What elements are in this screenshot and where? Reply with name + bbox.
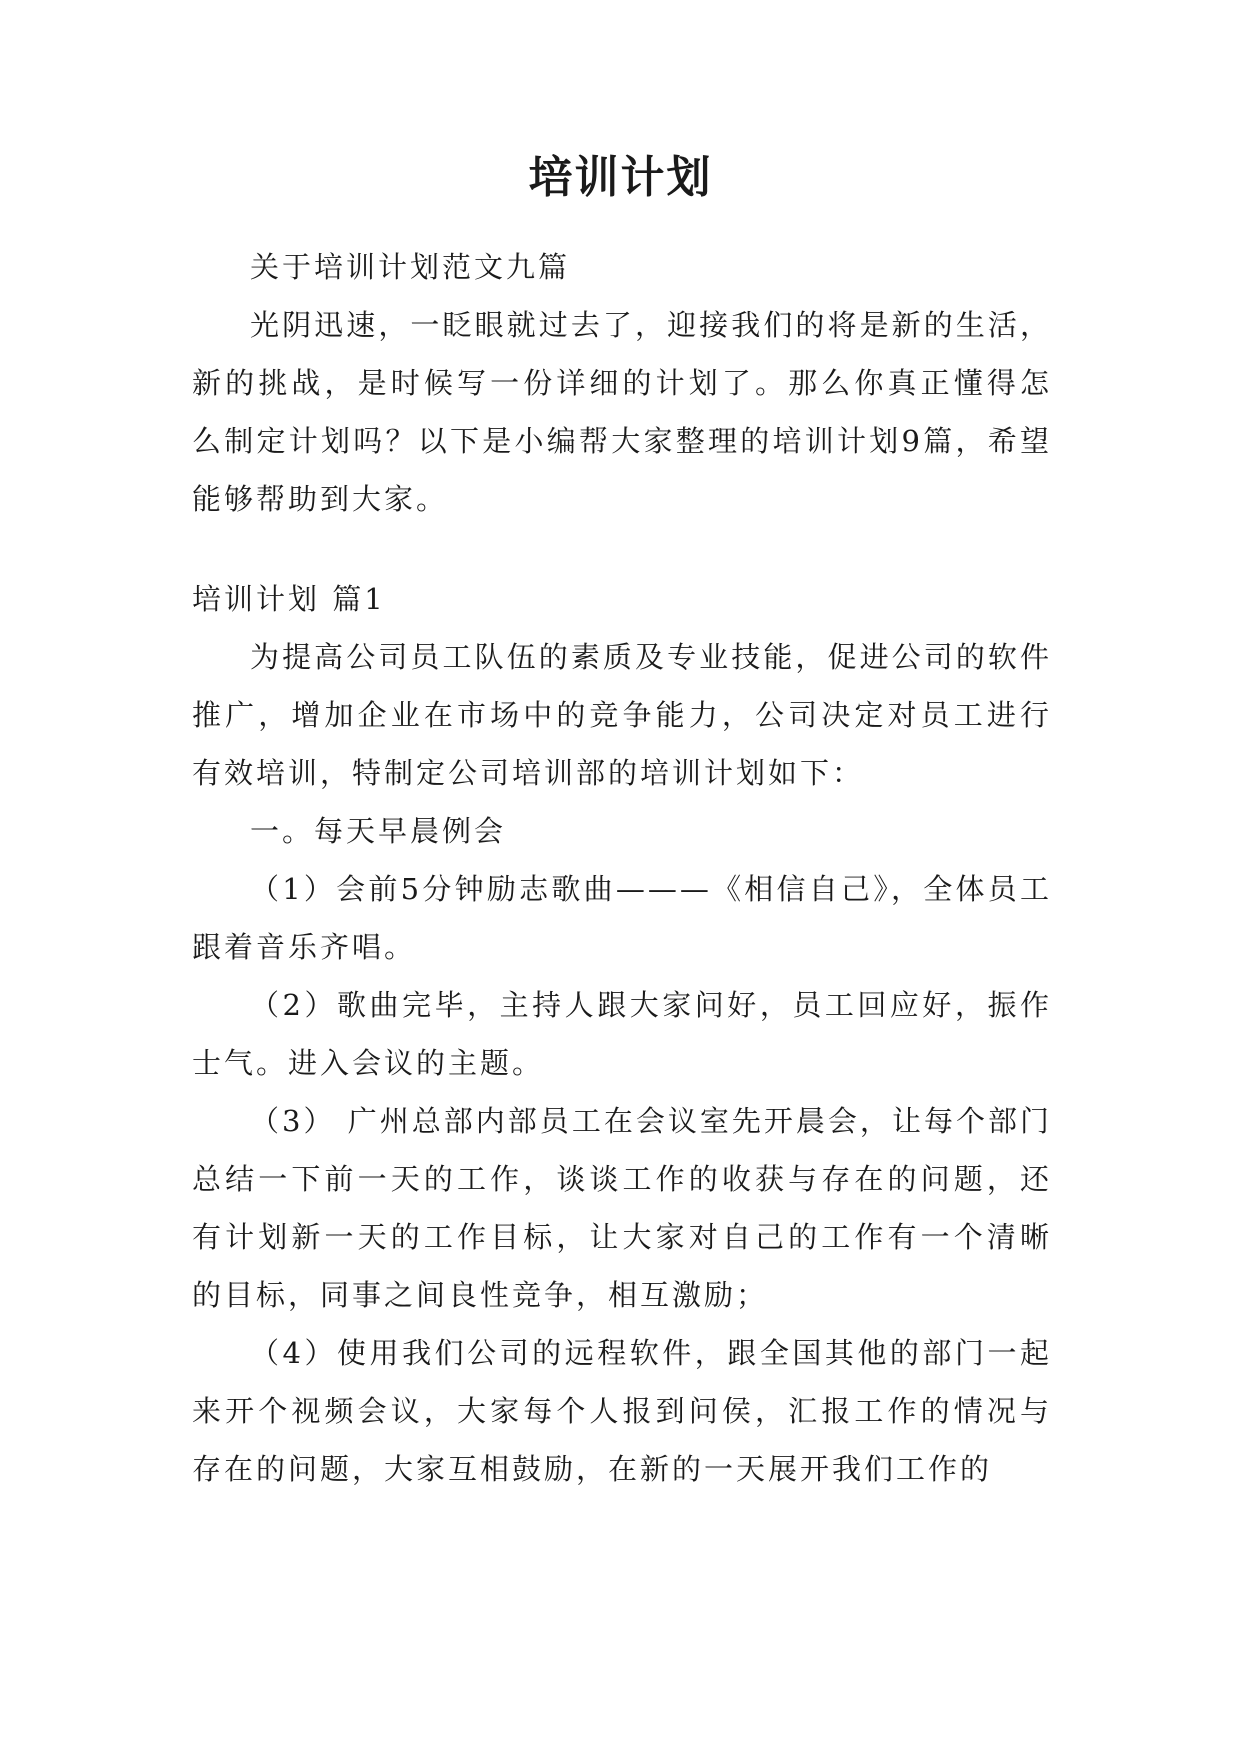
list-item: （4）使用我们公司的远程软件，跟全国其他的部门一起来开个视频会议，大家每个人报到问侯，汇报工作的情况与存在的问题，大家互相鼓励，在新的一天展开我们工作的 (192, 1336, 1052, 1486)
list-item: （3） 广州总部内部员工在会议室先开晨会，让每个部门总结一下前一天的工作，谈谈工作的收获与存在的问题，还有计划新一天的工作目标，让大家对自己的工作有一个清晰的目标，同事之间良性竞争，相互激励； (192, 1104, 1052, 1312)
intro-paragraph: 光阴迅速，一眨眼就过去了，迎接我们的将是新的生活，新的挑战，是时候写一份详细的计划了。那么你真正懂得怎么制定计划吗？以下是小编帮大家整理的培训计划9篇，希望能够帮助到大家。 (192, 308, 1052, 516)
list-item: （2）歌曲完毕，主持人跟大家问好，员工回应好，振作士气。进入会议的主题。 (192, 988, 1052, 1080)
section-1 (192, 570, 1052, 1498)
intro-block (192, 238, 1052, 528)
document-title: 培训计划 (528, 152, 713, 203)
section-heading: 培训计划 篇1 (192, 582, 386, 616)
intro-heading: 关于培训计划范文九篇 (250, 250, 571, 284)
list-item: （1）会前5分钟励志歌曲———《相信自己》，全体员工跟着音乐齐唱。 (192, 872, 1052, 964)
list-heading: 一。每天早晨例会 (250, 814, 507, 848)
paragraph: 为提高公司员工队伍的素质及专业技能，促进公司的软件推广，增加企业在市场中的竞争能力，公司决定对员工进行有效培训，特制定公司培训部的培训计划如下： (192, 640, 1052, 790)
